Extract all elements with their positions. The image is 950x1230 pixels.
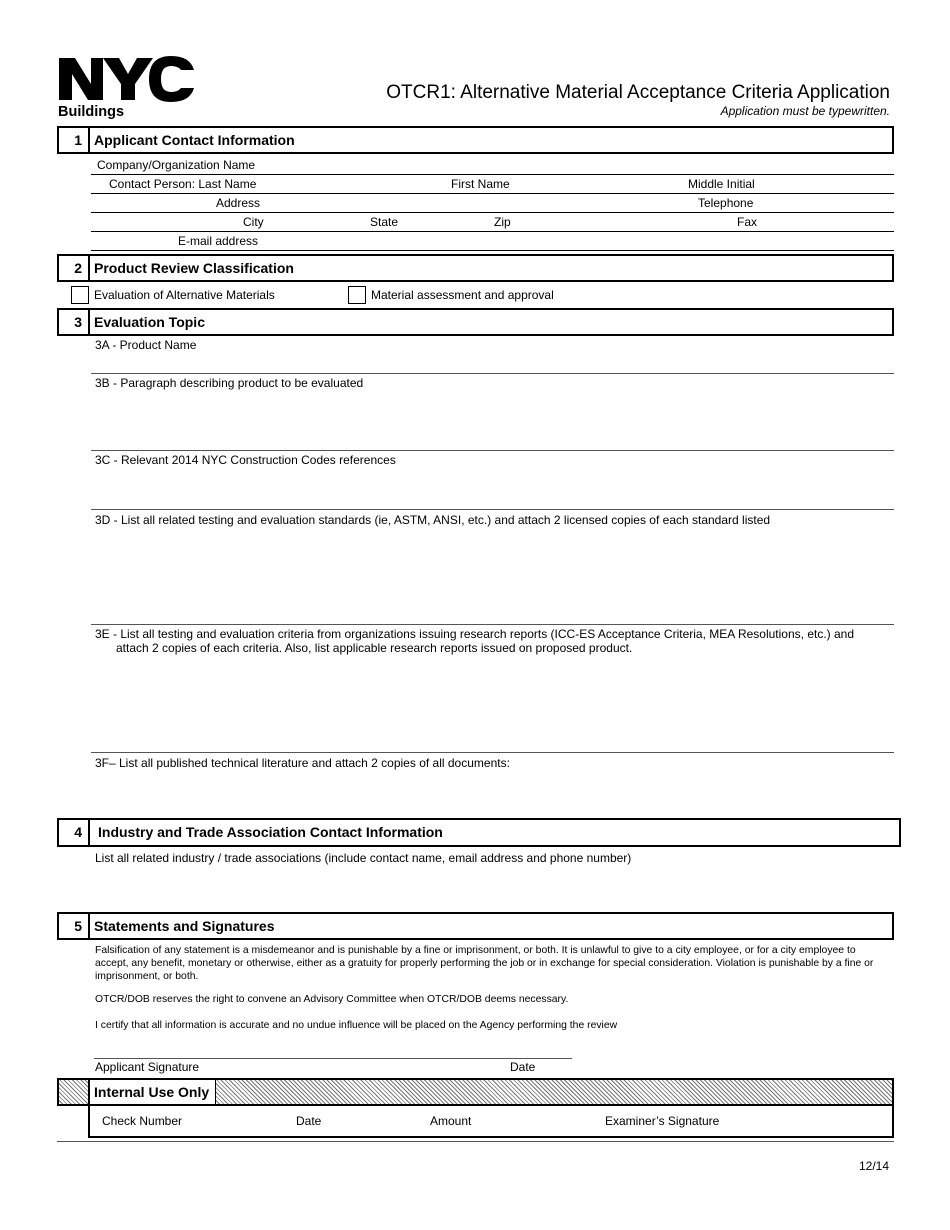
material-assessment-checkbox[interactable] [348,286,366,304]
code-references-label: 3C - Relevant 2014 NYC Construction Codes references [95,453,396,467]
section-5-title: Statements and Signatures [88,912,894,940]
city-state-zip-field[interactable] [91,231,894,232]
signature-date-label: Date [510,1060,536,1074]
address-field[interactable] [91,212,894,213]
logo-subtext: Buildings [58,104,125,120]
evaluation-criteria-label-line2: attach 2 copies of each criteria. Also, list applicable research reports issued on proposed product. [116,641,633,655]
section-2-title: Product Review Classification [88,254,894,282]
technical-literature-label: 3F– List all published technical literature and attach 2 copies of all documents: [95,756,510,770]
amount-label: Amount [430,1114,472,1128]
section-4-number: 4 [57,818,88,847]
product-name-field[interactable] [91,373,894,374]
testing-standards-label: 3D - List all related testing and evaluation standards (ie, ASTM, ANSI, etc.) and attach 2 licensed copies of each standard listed [95,513,771,527]
section-1-title: Applicant Contact Information [88,126,894,154]
address-label: Address [216,196,261,210]
examiner-signature-label: Examiner’s Signature [605,1114,720,1128]
nyc-buildings-logo [57,56,197,126]
form-title: OTCR1: Alternative Material Acceptance Criteria Application [386,82,890,103]
internal-use-hatch-right [216,1078,894,1106]
internal-date-label: Date [296,1114,322,1128]
email-label: E-mail address [178,234,259,248]
email-field[interactable] [91,250,894,251]
section-3-title: Evaluation Topic [88,308,894,336]
evaluation-criteria-field[interactable] [91,752,894,753]
last-name-label: Contact Person: Last Name [109,177,257,191]
certification-statement: I certify that all information is accurate and no undue influence will be placed on the Agency performing the review [95,1020,618,1031]
internal-use-hatch-left [57,1078,89,1106]
telephone-label: Telephone [698,196,754,210]
section-3-number: 3 [57,308,88,336]
product-name-label: 3A - Product Name [95,338,197,352]
zip-label: Zip [494,215,511,229]
page-number: 12/14 [859,1159,890,1173]
fax-label: Fax [737,215,758,229]
contact-name-field[interactable] [91,193,894,194]
applicant-signature-label: Applicant Signature [95,1060,200,1074]
advisory-statement: OTCR/DOB reserves the right to convene an Advisory Committee when OTCR/DOB deems necessary. [95,994,569,1005]
state-label: State [370,215,399,229]
code-references-field[interactable] [91,509,894,510]
evaluation-criteria-label-line1: 3E - List all testing and evaluation criteria from organizations issuing research reports (ICC-ES Acceptance Criteria, MEA Resolutions, etc.) and [95,627,855,641]
middle-initial-label: Middle Initial [688,177,755,191]
section-1-number: 1 [57,126,88,154]
city-label: City [243,215,264,229]
company-name-label: Company/Organization Name [97,158,256,172]
section-2-number: 2 [57,254,88,282]
trade-associations-instruction: List all related industry / trade associations (include contact name, email address and phone number) [95,851,632,865]
evaluation-alt-materials-checkbox[interactable] [71,286,89,304]
form-subtitle: Application must be typewritten. [720,104,890,118]
company-name-field[interactable] [91,174,894,175]
check-number-label: Check Number [102,1114,183,1128]
product-description-field[interactable] [91,450,894,451]
applicant-signature-line[interactable] [94,1058,572,1059]
testing-standards-field[interactable] [91,624,894,625]
nyc-logo-icon [57,56,197,102]
material-assessment-label: Material assessment and approval [371,288,554,302]
section-4-title: Industry and Trade Association Contact Information [88,818,901,847]
internal-use-box [88,1106,894,1138]
internal-use-title: Internal Use Only [88,1078,217,1106]
bottom-rule [57,1141,894,1142]
evaluation-alt-materials-label: Evaluation of Alternative Materials [94,288,275,302]
falsification-statement: Falsification of any statement is a misdemeanor and is punishable by a fine or imprisonment, or both. It is unlawful to give to a city employee, or for a city employee to accept, any benefit, monetary or otherwise, either as a gratuity for properly performing the job or in exchange for special consideration. Violation is punishable by a fine or imprisonment, or both. [95,945,874,982]
section-5-number: 5 [57,912,88,940]
product-description-label: 3B - Paragraph describing product to be evaluated [95,376,364,390]
first-name-label: First Name [451,177,510,191]
